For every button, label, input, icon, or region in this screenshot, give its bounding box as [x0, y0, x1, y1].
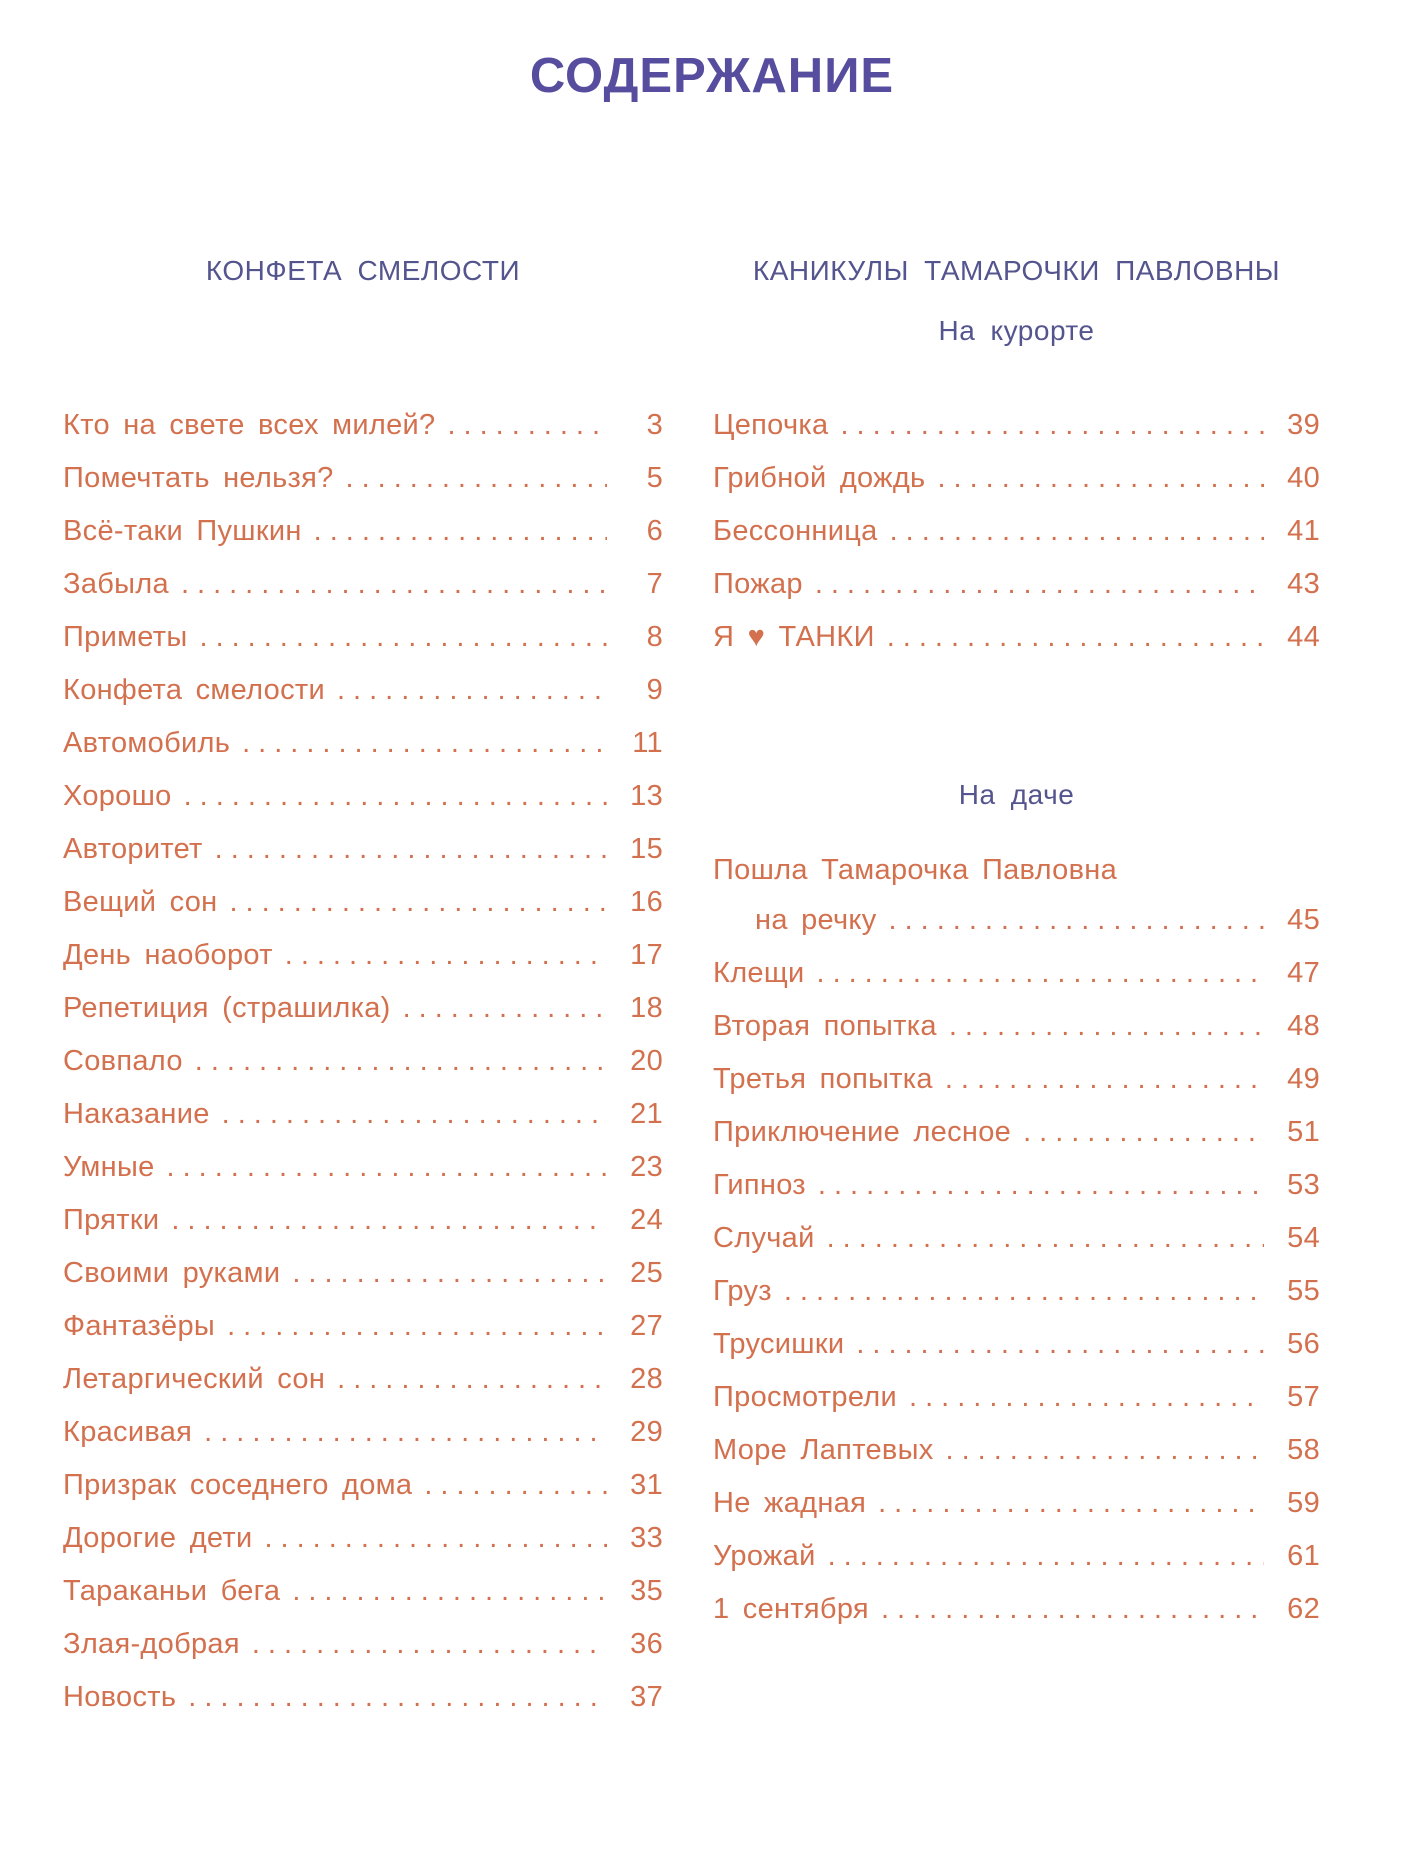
- subheading-dacha: На даче: [958, 779, 1075, 810]
- dot-leader: [937, 452, 1264, 505]
- entry-page-number: 28: [630, 1363, 663, 1395]
- dot-leader: [346, 452, 607, 505]
- entry-title: День наоборот: [63, 939, 273, 971]
- toc-row: [63, 1300, 663, 1353]
- entry-page-number: 58: [1287, 1434, 1320, 1466]
- entry-title: Груз: [713, 1275, 772, 1307]
- resort-entries: [713, 399, 1320, 664]
- toc-row: [713, 452, 1320, 505]
- toc-entry: [63, 1618, 663, 1671]
- dot-leader: [337, 1353, 607, 1406]
- toc-row: [63, 1406, 663, 1459]
- dot-leader: [184, 770, 607, 823]
- dot-leader: [447, 399, 607, 452]
- entry-title: Фантазёры: [63, 1310, 216, 1342]
- entry-title: Случай: [713, 1222, 815, 1254]
- entry-title: Своими руками: [63, 1257, 281, 1289]
- toc-row: [63, 929, 663, 982]
- toc-entry: [713, 558, 1320, 611]
- toc-row: [713, 1000, 1320, 1053]
- entry-page-number: 55: [1287, 1275, 1320, 1307]
- entry-page-number: 13: [630, 780, 663, 812]
- toc-entry: [63, 982, 663, 1035]
- toc-row: [63, 1141, 663, 1194]
- entry-page-number: 40: [1287, 462, 1320, 494]
- toc-entry: [713, 452, 1320, 505]
- toc-row: [63, 664, 663, 717]
- toc-entry: [713, 1477, 1320, 1530]
- toc-row: [713, 1371, 1320, 1424]
- dot-leader: [195, 1035, 607, 1088]
- toc-entry: [713, 1530, 1320, 1583]
- toc-row: [63, 823, 663, 876]
- entry-title: Авторитет: [63, 833, 203, 865]
- entry-page-number: 36: [630, 1628, 663, 1660]
- entry-title: Забыла: [63, 568, 169, 600]
- entry-page-number: 16: [630, 886, 663, 918]
- toc-row: [713, 947, 1320, 1000]
- toc-entry: [63, 1194, 663, 1247]
- dot-leader: [878, 1477, 1264, 1530]
- dot-leader: [818, 1159, 1264, 1212]
- dot-leader: [181, 558, 607, 611]
- toc-row: [713, 611, 1320, 664]
- entry-title: Пожар: [713, 568, 803, 600]
- entry-page-number: 33: [630, 1522, 663, 1554]
- entry-page-number: 61: [1287, 1540, 1320, 1572]
- dot-leader: [949, 1000, 1264, 1053]
- entry-title: Море Лаптевых: [713, 1434, 934, 1466]
- dot-leader: [827, 1212, 1264, 1265]
- entry-title: на речку: [755, 904, 877, 936]
- entry-title: Бессонница: [713, 515, 878, 547]
- entry-title: Призрак соседнего дома: [63, 1469, 413, 1501]
- entry-page-number: 51: [1287, 1116, 1320, 1148]
- toc-entry: [63, 717, 663, 770]
- toc-row: [713, 1053, 1320, 1106]
- entry-title: Вторая попытка: [713, 1010, 937, 1042]
- entry-title: Кто на свете всех милей?: [63, 409, 436, 441]
- entry-title: Вещий сон: [63, 886, 218, 918]
- dot-leader: [889, 894, 1264, 947]
- entry-title: Я ♥ ТАНКИ: [713, 621, 875, 653]
- toc-row: [63, 1088, 663, 1141]
- entry-title: Тараканьи бега: [63, 1575, 281, 1607]
- toc-row: [63, 876, 663, 929]
- entry-page-number: 39: [1287, 409, 1320, 441]
- toc-entry: [63, 399, 663, 452]
- left-column: [63, 253, 663, 1724]
- entry-title: Не жадная: [713, 1487, 867, 1519]
- entry-title: Красивая: [63, 1416, 193, 1448]
- entry-title: Прятки: [63, 1204, 160, 1236]
- entry-page-number: 24: [630, 1204, 663, 1236]
- toc-row: [63, 1194, 663, 1247]
- toc-entry: [63, 664, 663, 717]
- toc-entry: [63, 770, 663, 823]
- entry-title: Автомобиль: [63, 727, 231, 759]
- dot-leader: [817, 947, 1264, 1000]
- dot-leader: [292, 1247, 607, 1300]
- toc-entry: [63, 1406, 663, 1459]
- dot-leader: [171, 1194, 607, 1247]
- dot-leader: [314, 505, 607, 558]
- dot-leader: [887, 611, 1264, 664]
- toc-row: [63, 1247, 663, 1300]
- entry-title: Помечтать нельзя?: [63, 462, 334, 494]
- dot-leader: [285, 929, 607, 982]
- entry-page-number: 25: [630, 1257, 663, 1289]
- entry-page-number: 59: [1287, 1487, 1320, 1519]
- toc-entry: [63, 1141, 663, 1194]
- entry-page-number: 17: [630, 939, 663, 971]
- toc-row: [63, 1671, 663, 1724]
- toc-entry: [713, 1583, 1320, 1636]
- page-title: СОДЕРЖАНИЕ: [529, 49, 895, 103]
- entry-page-number: 23: [630, 1151, 663, 1183]
- entry-title: Приметы: [63, 621, 188, 653]
- dot-leader: [890, 505, 1264, 558]
- entry-title: Клещи: [713, 957, 805, 989]
- entry-page-number: 54: [1287, 1222, 1320, 1254]
- dot-leader: [784, 1265, 1264, 1318]
- dot-leader: [204, 1406, 607, 1459]
- entry-page-number: 62: [1287, 1593, 1320, 1625]
- toc-row: [713, 894, 1320, 947]
- entry-page-number: 27: [630, 1310, 663, 1342]
- entry-title: Конфета смелости: [63, 674, 325, 706]
- dot-leader: [264, 1512, 607, 1565]
- toc-entry: [713, 1424, 1320, 1477]
- toc-entry: [63, 1247, 663, 1300]
- entry-title: Наказание: [63, 1098, 210, 1130]
- dot-leader: [856, 1318, 1264, 1371]
- toc-entry: [63, 505, 663, 558]
- toc-entry: [63, 929, 663, 982]
- toc-row: [713, 1106, 1320, 1159]
- toc-entry: [63, 1353, 663, 1406]
- right-section-heading: КАНИКУЛЫ ТАМАРОЧКИ ПАВЛОВНЫ: [752, 255, 1281, 286]
- toc-row: [63, 399, 663, 452]
- dot-leader: [946, 1424, 1264, 1477]
- toc-row: [713, 1212, 1320, 1265]
- entry-title-line1: Пошла Тамарочка Павловна: [713, 854, 1118, 886]
- entry-page-number: 8: [646, 621, 663, 653]
- entry-page-number: 15: [630, 833, 663, 865]
- entry-title: Всё-таки Пушкин: [63, 515, 302, 547]
- dot-leader: [252, 1618, 607, 1671]
- toc-entry: [63, 1512, 663, 1565]
- entry-page-number: 57: [1287, 1381, 1320, 1413]
- entry-page-number: 3: [646, 409, 663, 441]
- toc-row: [63, 505, 663, 558]
- entry-page-number: 9: [646, 674, 663, 706]
- entry-title: Приключение лесное: [713, 1116, 1012, 1148]
- entry-page-number: 18: [630, 992, 663, 1024]
- toc-row: [63, 452, 663, 505]
- dot-leader: [337, 664, 607, 717]
- toc-entry: [713, 1265, 1320, 1318]
- dot-leader: [188, 1671, 607, 1724]
- entry-page-number: 35: [630, 1575, 663, 1607]
- toc-entry: [713, 1371, 1320, 1424]
- toc-row: [713, 1583, 1320, 1636]
- toc-row: [713, 1424, 1320, 1477]
- toc-entry: [713, 1000, 1320, 1053]
- toc-entry: [63, 1459, 663, 1512]
- toc-entry: [63, 1671, 663, 1724]
- toc-row: [63, 982, 663, 1035]
- entry-page-number: 11: [632, 727, 663, 759]
- entry-page-number: 6: [646, 515, 663, 547]
- dot-leader: [292, 1565, 607, 1618]
- entry-page-number: 21: [630, 1098, 663, 1130]
- toc-row: [63, 1565, 663, 1618]
- toc-row: [713, 505, 1320, 558]
- entry-title: Новость: [63, 1681, 177, 1713]
- entry-page-number: 7: [646, 568, 663, 600]
- toc-row: [63, 1459, 663, 1512]
- toc-row: [63, 1618, 663, 1671]
- dot-leader: [815, 558, 1264, 611]
- dot-leader: [424, 1459, 607, 1512]
- toc-entry: [63, 876, 663, 929]
- toc-entry: [63, 823, 663, 876]
- entry-page-number: 56: [1287, 1328, 1320, 1360]
- entry-title: Совпало: [63, 1045, 183, 1077]
- dot-leader: [229, 876, 607, 929]
- entry-page-number: 45: [1287, 904, 1320, 936]
- toc-row: [713, 558, 1320, 611]
- toc-entry: [713, 399, 1320, 452]
- toc-entry: [713, 846, 1320, 947]
- toc-entry: [713, 1106, 1320, 1159]
- entry-page-number: 31: [630, 1469, 663, 1501]
- right-column: [713, 253, 1320, 1636]
- entry-title: Репетиция (страшилка): [63, 992, 391, 1024]
- toc-row: [63, 558, 663, 611]
- toc-entry: [713, 1053, 1320, 1106]
- entry-page-number: 37: [630, 1681, 663, 1713]
- toc-row: [63, 611, 663, 664]
- entry-title: Трусишки: [713, 1328, 845, 1360]
- dacha-entries: [713, 846, 1320, 1636]
- toc-row: [63, 770, 663, 823]
- toc-entry: [63, 1565, 663, 1618]
- entry-page-number: 41: [1287, 515, 1320, 547]
- dot-leader: [945, 1053, 1264, 1106]
- entry-title: Умные: [63, 1151, 155, 1183]
- toc-entry: [713, 611, 1320, 664]
- dot-leader: [167, 1141, 607, 1194]
- subheading-resort: На курорте: [938, 315, 1095, 346]
- toc-entry: [713, 505, 1320, 558]
- entry-title: Урожай: [713, 1540, 816, 1572]
- toc-row: [63, 717, 663, 770]
- entry-title: Цепочка: [713, 409, 829, 441]
- entry-page-number: 49: [1287, 1063, 1320, 1095]
- entry-title: Летаргический сон: [63, 1363, 326, 1395]
- entry-title: Хорошо: [63, 780, 172, 812]
- toc-row: [713, 399, 1320, 452]
- entry-title: Грибной дождь: [713, 462, 926, 494]
- toc-row: [713, 1530, 1320, 1583]
- toc-row: [63, 1512, 663, 1565]
- entry-page-number: 43: [1287, 568, 1320, 600]
- entry-title: Третья попытка: [713, 1063, 933, 1095]
- dot-leader: [215, 823, 607, 876]
- entry-page-number: 5: [646, 462, 663, 494]
- entry-page-number: 53: [1287, 1169, 1320, 1201]
- entry-title: Дорогие дети: [63, 1522, 253, 1554]
- toc-entry: [713, 1212, 1320, 1265]
- toc-entry: [63, 1300, 663, 1353]
- dot-leader: [1023, 1106, 1264, 1159]
- toc-entry: [63, 452, 663, 505]
- toc-row: [713, 1318, 1320, 1371]
- toc-row: [63, 1035, 663, 1088]
- toc-entry: [63, 558, 663, 611]
- entry-title: Злая-добрая: [63, 1628, 240, 1660]
- entry-page-number: 20: [630, 1045, 663, 1077]
- entry-page-number: 29: [630, 1416, 663, 1448]
- toc-entry: [63, 1088, 663, 1141]
- dot-leader: [881, 1583, 1264, 1636]
- dot-leader: [227, 1300, 607, 1353]
- toc-row: [713, 1265, 1320, 1318]
- toc-row: [713, 1159, 1320, 1212]
- entry-page-number: 44: [1287, 621, 1320, 653]
- dot-leader: [909, 1371, 1264, 1424]
- toc-entry: [713, 1159, 1320, 1212]
- dot-leader: [222, 1088, 607, 1141]
- entry-title: Гипноз: [713, 1169, 806, 1201]
- dot-leader: [242, 717, 607, 770]
- left-entries: [63, 399, 663, 1724]
- toc-entry: [63, 1035, 663, 1088]
- entry-title: 1 сентября: [713, 1593, 869, 1625]
- dot-leader: [403, 982, 607, 1035]
- toc-row: [63, 1353, 663, 1406]
- toc-entry: [63, 611, 663, 664]
- toc-entry: [713, 1318, 1320, 1371]
- dot-leader: [828, 1530, 1264, 1583]
- entry-title: Просмотрели: [713, 1381, 898, 1413]
- toc-row: [713, 1477, 1320, 1530]
- dot-leader: [840, 399, 1264, 452]
- entry-page-number: 47: [1287, 957, 1320, 989]
- left-section-heading: КОНФЕТА СМЕЛОСТИ: [205, 255, 521, 286]
- entry-page-number: 48: [1287, 1010, 1320, 1042]
- dot-leader: [200, 611, 607, 664]
- toc-entry: [713, 947, 1320, 1000]
